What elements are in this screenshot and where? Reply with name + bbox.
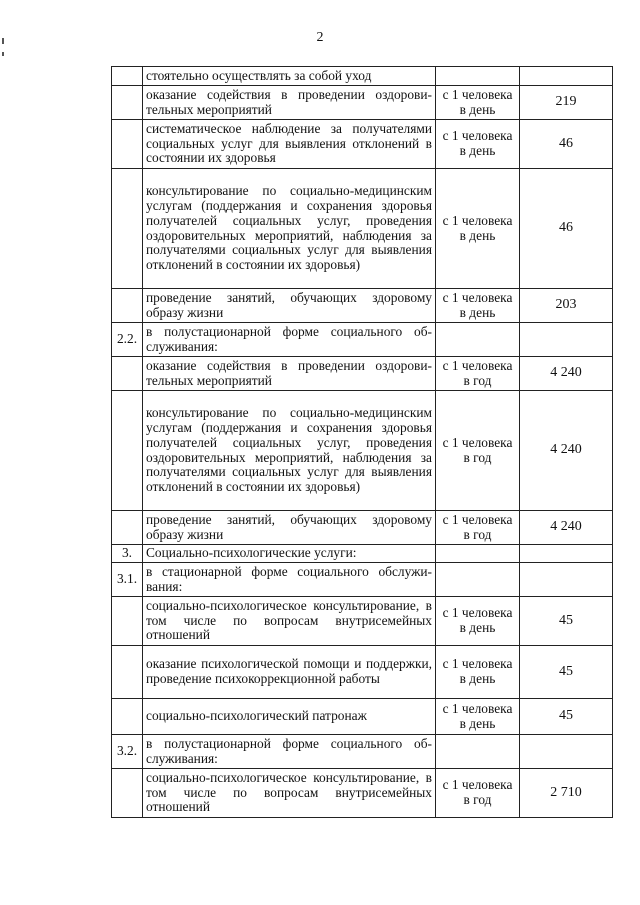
unit-of-measure: с 1 человека в день xyxy=(436,597,520,646)
table-row xyxy=(112,323,613,357)
unit-of-measure: с 1 человека в день xyxy=(436,86,520,120)
unit-of-measure: с 1 человека в день xyxy=(436,120,520,169)
row-number: 3.2. xyxy=(112,735,143,769)
unit-of-measure: с 1 человека в год xyxy=(436,357,520,391)
table-row xyxy=(112,699,613,735)
unit-of-measure: с 1 человека в год xyxy=(436,769,520,818)
table-row xyxy=(112,769,613,818)
table-row xyxy=(112,120,613,169)
table-row xyxy=(112,67,613,86)
service-description: оказание содействия в проведении оздоровительных мероприятий xyxy=(143,86,436,120)
service-description: в полустационарной форме социального обслуживания: xyxy=(143,323,436,357)
tariff-value: 45 xyxy=(520,646,613,699)
service-description: консультирование по социально-медицинским услугам (поддержания и сохранения здоровья получателей социальных услуг, проведения оздоровительных мероприятий, наблюдения за получателями социальных услуг для выявления отклонений в состоянии их здоровья) xyxy=(143,169,436,289)
unit-of-measure: с 1 человека в год xyxy=(436,391,520,511)
row-number xyxy=(112,769,143,818)
tariff-value: 219 xyxy=(520,86,613,120)
unit-of-measure: с 1 человека в день xyxy=(436,699,520,735)
row-number xyxy=(112,646,143,699)
service-description: стоятельно осуществлять за собой уход xyxy=(143,67,436,86)
tariff-value: 4 240 xyxy=(520,357,613,391)
table-row xyxy=(112,169,613,289)
service-description: проведение занятий, обучающих здоровому образу жизни xyxy=(143,511,436,545)
services-table xyxy=(111,66,613,818)
scan-artifact-mark xyxy=(2,52,4,56)
row-number xyxy=(112,597,143,646)
service-description: в полустационарной форме социального обслуживания: xyxy=(143,735,436,769)
unit-of-measure xyxy=(436,67,520,86)
row-number xyxy=(112,699,143,735)
row-number: 2.2. xyxy=(112,323,143,357)
tariff-value: 45 xyxy=(520,699,613,735)
table-row xyxy=(112,357,613,391)
tariff-value xyxy=(520,735,613,769)
service-description: проведение занятий, обучающих здоровому образу жизни xyxy=(143,289,436,323)
tariff-value xyxy=(520,545,613,563)
tariff-value: 45 xyxy=(520,597,613,646)
row-number xyxy=(112,86,143,120)
tariff-value: 4 240 xyxy=(520,391,613,511)
service-description: оказание содействия в проведении оздоровительных мероприятий xyxy=(143,357,436,391)
scan-artifact-mark xyxy=(2,38,4,44)
tariff-value: 46 xyxy=(520,169,613,289)
service-description: Социально-психологические услуги: xyxy=(143,545,436,563)
tariff-value xyxy=(520,67,613,86)
table-row xyxy=(112,86,613,120)
table-row xyxy=(112,511,613,545)
table-row xyxy=(112,563,613,597)
unit-of-measure: с 1 человека в день xyxy=(436,289,520,323)
row-number xyxy=(112,289,143,323)
service-description: социально-психологическое консультирование, в том числе по вопросам внутрисемейных отношений xyxy=(143,769,436,818)
page-number: 2 xyxy=(316,30,324,45)
unit-of-measure xyxy=(436,563,520,597)
unit-of-measure xyxy=(436,323,520,357)
tariff-value xyxy=(520,323,613,357)
tariff-value: 46 xyxy=(520,120,613,169)
row-number xyxy=(112,357,143,391)
row-number: 3. xyxy=(112,545,143,563)
service-description: оказание психологической помощи и поддержки, проведение психокоррекционной работы xyxy=(143,646,436,699)
table-row xyxy=(112,391,613,511)
service-description: в стационарной форме социального обслуживания: xyxy=(143,563,436,597)
table-row xyxy=(112,597,613,646)
unit-of-measure xyxy=(436,545,520,563)
unit-of-measure: с 1 человека в день xyxy=(436,646,520,699)
table-row xyxy=(112,289,613,323)
row-number xyxy=(112,511,143,545)
unit-of-measure: с 1 человека в день xyxy=(436,169,520,289)
tariff-value: 4 240 xyxy=(520,511,613,545)
row-number xyxy=(112,120,143,169)
table-row xyxy=(112,545,613,563)
unit-of-measure xyxy=(436,735,520,769)
service-description: социально-психологический патронаж xyxy=(143,699,436,735)
service-description: систематическое наблюдение за получателями социальных услуг для выявления отклонений в состоянии их здоровья xyxy=(143,120,436,169)
tariff-value: 2 710 xyxy=(520,769,613,818)
services-table-body xyxy=(112,67,613,818)
table-row xyxy=(112,735,613,769)
service-description: социально-психологическое консультирование, в том числе по вопросам внутрисемейных отношений xyxy=(143,597,436,646)
row-number xyxy=(112,391,143,511)
tariff-value xyxy=(520,563,613,597)
table-row xyxy=(112,646,613,699)
unit-of-measure: с 1 человека в год xyxy=(436,511,520,545)
row-number xyxy=(112,169,143,289)
service-description: консультирование по социально-медицинским услугам (поддержания и сохранения здоровья получателей социальных услуг, проведения оздоровительных мероприятий, наблюдения за получателями социальных услуг для выявления отклонений в состоянии их здоровья) xyxy=(143,391,436,511)
row-number xyxy=(112,67,143,86)
tariff-value: 203 xyxy=(520,289,613,323)
row-number: 3.1. xyxy=(112,563,143,597)
